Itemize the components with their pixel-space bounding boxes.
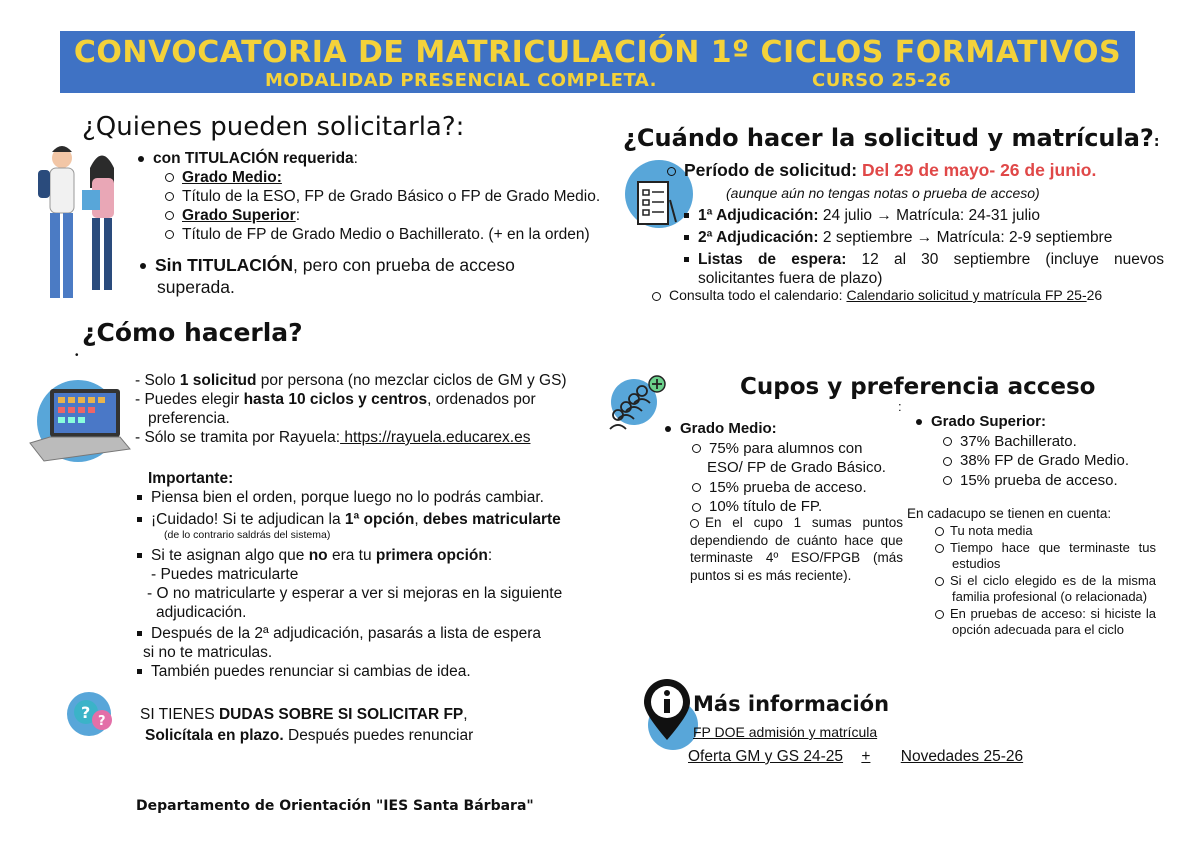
quotas-gs: Grado Superior: 37% Bachillerato. 38% FP de Grado Medio. 15% prueba de acceso.	[916, 412, 1129, 490]
laptop-icon	[20, 383, 136, 467]
circle-bullet-icon	[692, 444, 701, 453]
fp-doe-link[interactable]: FP DOE admisión y matrícula	[693, 724, 878, 740]
circle-bullet-icon	[652, 292, 661, 301]
rayuela-link[interactable]: https://rayuela.educarex.es	[340, 429, 531, 446]
when-adj1: 1ª Adjudicación: 24 julio → Matrícula: 24-31 julio	[684, 206, 1164, 225]
page-subtitle-year: CURSO 25-26	[812, 70, 952, 91]
important-item-5: También puedes renunciar si cambias de idea.	[137, 662, 607, 681]
info-pin-icon	[640, 678, 694, 742]
page-subtitle-modality: MODALIDAD PRESENCIAL COMPLETA.	[265, 70, 657, 91]
square-bullet-icon	[684, 235, 689, 240]
circle-bullet-icon	[690, 519, 699, 528]
when-adj2: 2ª Adjudicación: 2 septiembre → Matrícula: 2-9 septiembre	[684, 228, 1164, 247]
circle-bullet-icon	[935, 544, 944, 553]
criteria-heading: En cadacupo se tienen en cuenta:	[907, 506, 1112, 521]
how-list: - Solo 1 solicitud por persona (no mezclar ciclos de GM y GS) - Puedes elegir hasta 10 ciclos y centros, ordenados por preferencia. - Sólo se tramita por Rayuela: https://rayuela.educarex.es	[135, 372, 567, 446]
important-item-3: Si te asignan algo que no era tu primera opción:	[137, 546, 607, 565]
people-queue-icon	[606, 373, 670, 437]
when-calendar: Consulta todo el calendario: Calendario solicitud y matrícula FP 25-26	[652, 287, 1102, 304]
who-gm: Grado Medio:	[165, 168, 600, 187]
title-banner	[60, 31, 1135, 93]
oferta-link[interactable]: Oferta GM y GS 24-25	[688, 748, 844, 765]
circle-bullet-icon	[165, 211, 174, 220]
quotas-gm: Grado Medio: 75% para alumnos con ESO/ FP de Grado Básico. 15% prueba de acceso. 10% título de FP.	[665, 419, 905, 517]
important-item-1: Piensa bien el orden, porque luego no lo podrás cambiar.	[137, 488, 607, 507]
who-list	[138, 149, 600, 244]
square-bullet-icon	[684, 213, 689, 218]
doubts-note: SI TIENES DUDAS SOBRE SI SOLICITAR FP, Solicítala en plazo. Después puedes renunciar	[140, 706, 474, 744]
circle-bullet-icon	[165, 173, 174, 182]
bullet-icon	[138, 156, 144, 162]
how-line-2: - Puedes elegir hasta 10 ciclos y centros, ordenados por	[135, 391, 536, 408]
when-period-note: (aunque aún no tengas notas o prueba de acceso)	[726, 185, 1040, 201]
important-item-4: Después de la 2ª adjudicación, pasarás a lista de espera	[137, 624, 607, 643]
important-list: Piensa bien el orden, porque luego no lo podrás cambiar. ¡Cuidado! Si te adjudican la 1ª opción, debes matricularte (de lo contrario saldrás del sistema) Si te asignan algo que no era tu primera opción: - Puedes matricularte - O no matricularte y esperar a ver si mejoras en la siguiente adjudicación. Después de la 2ª adjudicación, pasarás a lista de espera si no te matriculas. También puedes renunciar si cambias de idea.	[137, 488, 607, 681]
important-item-2: ¡Cuidado! Si te adjudican la 1ª opción, debes matricularte	[137, 510, 607, 529]
circle-bullet-icon	[943, 437, 952, 446]
square-bullet-icon	[684, 257, 689, 262]
square-bullet-icon	[137, 517, 142, 522]
who-item-with-degree: con TITULACIÓN requerida:	[138, 149, 600, 168]
circle-bullet-icon	[667, 167, 676, 176]
square-bullet-icon	[137, 553, 142, 558]
quotas-gm-extra: En el cupo 1 sumas puntos dependiendo de cuánto hace que terminaste 4º ESO/FPGB (más puntos si es más reciente).	[690, 515, 903, 583]
quotas-heading: Cupos y preferencia acceso	[740, 374, 1096, 400]
how-line-3: - Sólo se tramita por Rayuela: https://rayuela.educarex.es	[135, 429, 531, 446]
bullet-icon	[916, 419, 922, 425]
square-bullet-icon	[137, 669, 142, 674]
who-gs-text: Título de FP de Grado Medio o Bachillerato. (+ en la orden)	[165, 225, 600, 244]
important-heading: Importante:	[148, 470, 234, 487]
footer-department: Departamento de Orientación "IES Santa Bárbara"	[136, 798, 534, 814]
svg-text:?: ?	[81, 703, 91, 722]
when-wait: Listas de espera: 12 al 30 septiembre (incluye nuevos	[684, 250, 1164, 269]
when-heading: ¿Cuándo hacer la solicitud y matrícula?:	[623, 124, 1160, 152]
students-illustration	[20, 138, 130, 308]
circle-bullet-icon	[692, 483, 701, 492]
circle-bullet-icon	[935, 527, 944, 536]
page-title: CONVOCATORIA DE MATRICULACIÓN 1º CICLOS FORMATIVOS	[73, 35, 1122, 70]
when-dates-list: 1ª Adjudicación: 24 julio → Matrícula: 24-31 julio 2ª Adjudicación: 2 septiembre → Matrícula: 2-9 septiembre Listas de espera: 12 al 30 septiembre (incluye nuevos solicitantes fuera de plazo)	[684, 206, 1164, 288]
more-info-heading: Más información	[693, 692, 890, 716]
svg-text:?: ?	[98, 714, 106, 729]
question-icon	[72, 694, 120, 738]
who-item-without-degree: Sin TITULACIÓN, pero con prueba de acceso superada.	[140, 254, 515, 298]
criteria-list: Tu nota media Tiempo hace que terminaste tus estudios Si el ciclo elegido es de la misma familia profesional (o relacionada) En pruebas de acceso: si hiciste la opción adecuada para el ciclo	[935, 523, 1156, 639]
circle-bullet-icon	[692, 503, 701, 512]
calendar-link[interactable]: Calendario solicitud y matrícula FP 25-	[846, 287, 1087, 303]
circle-bullet-icon	[165, 230, 174, 239]
circle-bullet-icon	[943, 476, 952, 485]
form-icon	[632, 178, 680, 230]
novedades-link[interactable]: Novedades 25-26	[900, 748, 1024, 765]
more-links-row: Oferta GM y GS 24-25 + Novedades 25-26	[688, 748, 1024, 765]
bullet-icon	[140, 263, 146, 269]
bullet-icon	[665, 426, 671, 432]
circle-bullet-icon	[943, 457, 952, 466]
who-gm-text: Título de la ESO, FP de Grado Básico o FP de Grado Medio.	[165, 187, 600, 206]
circle-bullet-icon	[935, 610, 944, 619]
who-gs: Grado Superior:	[165, 206, 600, 225]
how-heading: ¿Cómo hacerla?	[82, 318, 303, 347]
who-heading: ¿Quienes pueden solicitarla?:	[82, 112, 465, 142]
square-bullet-icon	[137, 495, 142, 500]
how-line-1: - Solo 1 solicitud por persona (no mezclar ciclos de GM y GS)	[135, 372, 567, 389]
when-period: Período de solicitud: Del 29 de mayo- 26 de junio.	[667, 160, 1096, 181]
square-bullet-icon	[137, 631, 142, 636]
circle-bullet-icon	[935, 577, 944, 586]
circle-bullet-icon	[165, 192, 174, 201]
